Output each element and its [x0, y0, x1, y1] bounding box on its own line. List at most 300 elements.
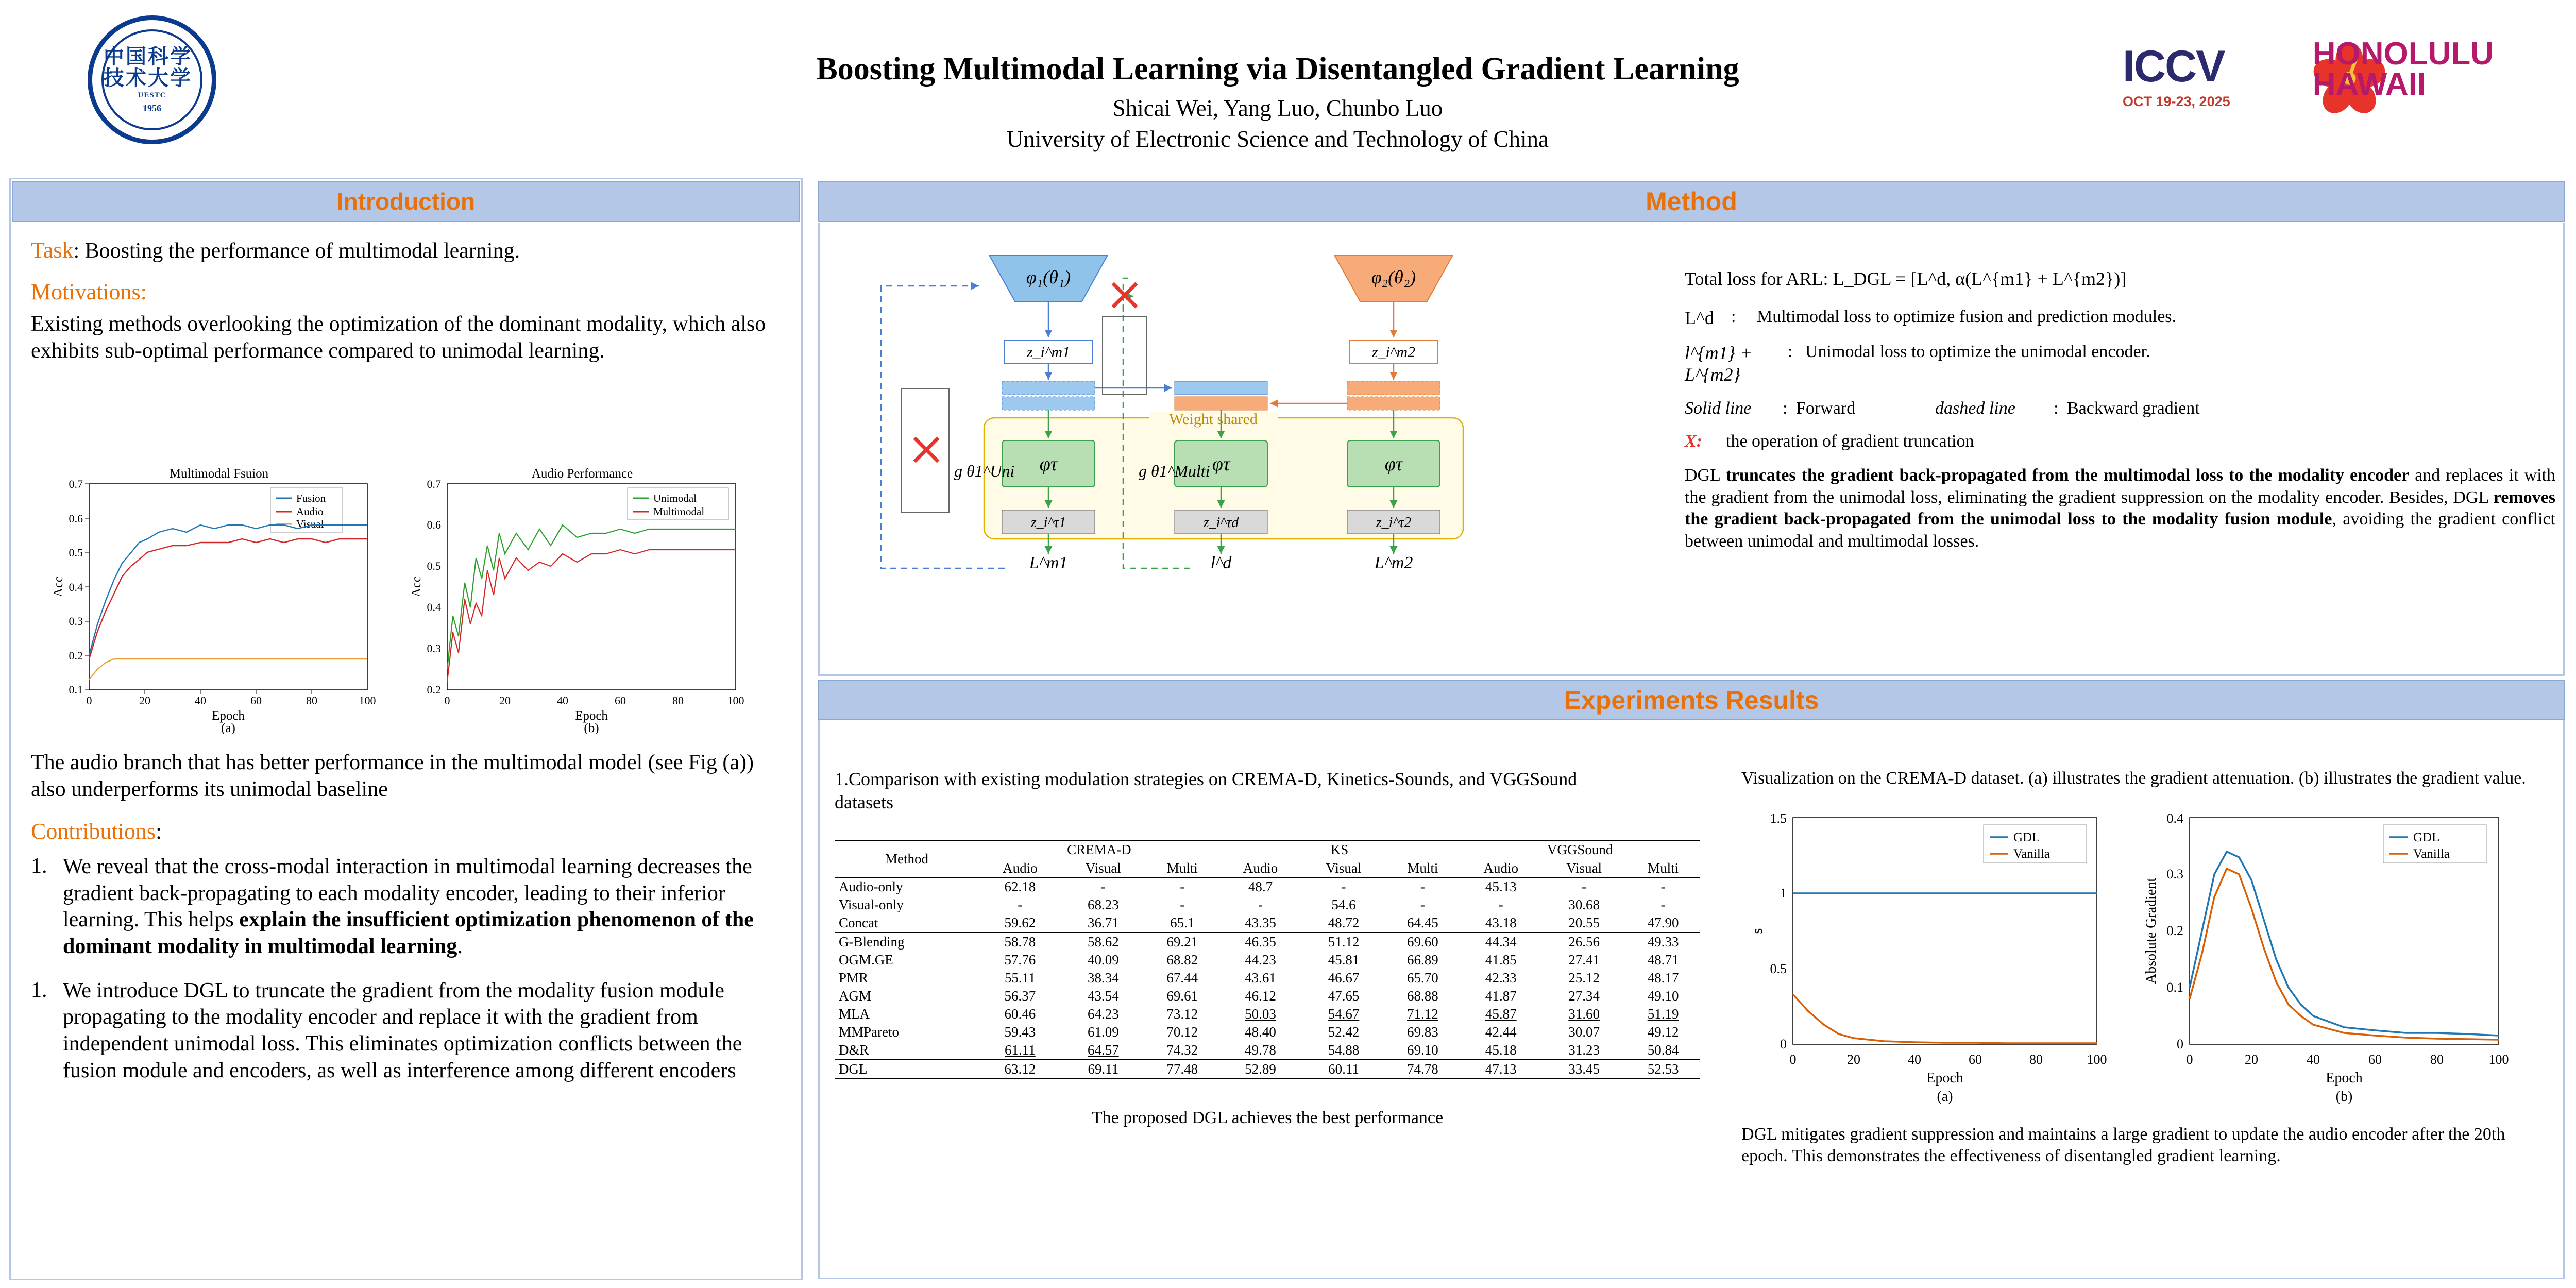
svg-text:80: 80: [672, 694, 684, 707]
table-row: [835, 969, 1700, 987]
cell-value: 52.89: [1219, 1060, 1302, 1079]
experiments-table-block: [835, 768, 1721, 1128]
svg-text:0.4: 0.4: [427, 601, 441, 614]
cross-icon-1: [1113, 283, 1137, 307]
svg-text:20: 20: [499, 694, 511, 707]
col-method: Method: [835, 840, 979, 878]
cell-value: 62.18: [1004, 879, 1036, 894]
svg-text:20: 20: [139, 694, 150, 707]
cell-value: 31.23: [1568, 1042, 1600, 1058]
svg-text:0.4: 0.4: [69, 581, 83, 594]
svg-text:0: 0: [2177, 1036, 2183, 1052]
contribution-1-bold: explain the insufficient optimization phenomenon of the dominant modality in multimodal learning: [63, 908, 754, 958]
svg-text:0.3: 0.3: [427, 642, 441, 655]
phi-tau-1: φτ: [1039, 453, 1058, 475]
cell-value: 50.03: [1245, 1006, 1276, 1022]
motivations-text: Existing methods overlooking the optimization of the dominant modality, which also exhibits sub-optimal performance compared to unimodal learning.: [31, 312, 766, 363]
section-header-experiments: [818, 680, 2565, 720]
cell-value: 49.12: [1647, 1024, 1679, 1040]
cell-value: 68.88: [1407, 988, 1438, 1004]
cell-value: 57.76: [1004, 952, 1036, 968]
cell-value: 44.34: [1460, 933, 1542, 951]
encoder2-label: φ₂(θ₂): [1371, 267, 1416, 287]
cell-value: 48.40: [1245, 1024, 1276, 1040]
contributions-heading: [31, 818, 793, 844]
method-par-p2: and replaces it with the gradient from the unimodal loss, eliminating the gradient suppression on the modality encoder. Besides, DGL: [1685, 466, 2555, 507]
cell-value: 40.09: [1087, 952, 1119, 968]
cell-value: 61.11: [1005, 1042, 1036, 1058]
ld-line: [1685, 307, 2555, 329]
lm-colon: :: [1788, 342, 1793, 361]
sub-visual-2: Visual: [1301, 859, 1385, 878]
svg-text:0.5: 0.5: [427, 560, 441, 572]
chart-b-xlabel: Epoch: [575, 709, 608, 723]
cell-value: 45.13: [1485, 879, 1517, 894]
section-title-introduction: Introduction: [336, 188, 476, 215]
out1-label: z_i^τ1: [1030, 515, 1066, 531]
cell-value: 50.84: [1647, 1042, 1679, 1058]
group-vggsound: VGGSound: [1460, 840, 1700, 859]
cell-value: 49.10: [1647, 988, 1679, 1004]
svg-text:GDL: GDL: [2013, 830, 2040, 844]
iccv-logo: [2123, 36, 2494, 134]
sub-visual-3: Visual: [1542, 859, 1626, 878]
method-par-p3: , avoiding the gradient conflict between unimodal and multimodal losses.: [1685, 510, 2555, 551]
vis-footer: DGL mitigates gradient suppression and maintains a large gradient to update the audio encoder after the 20th epoch. This demonstrates the effectiveness of disentangled gradient learning.: [1741, 1124, 2505, 1165]
cell-value: 43.35: [1245, 915, 1276, 930]
cell-value: 45.81: [1328, 952, 1360, 968]
svg-text:100: 100: [2488, 1052, 2509, 1067]
cell-value: 41.87: [1485, 988, 1517, 1004]
svg-text:100: 100: [2087, 1052, 2107, 1067]
cell-value: 73.12: [1166, 1006, 1198, 1022]
cell-value: 42.44: [1485, 1024, 1517, 1040]
cell-value: -: [1660, 879, 1666, 894]
svg-text:0: 0: [1780, 1036, 1787, 1052]
svg-text:20: 20: [1847, 1052, 1860, 1067]
task-text: : Boosting the performance of multimodal learning.: [73, 239, 520, 263]
cell-value: 74.78: [1386, 1060, 1460, 1079]
dashed-colon: :: [2054, 399, 2059, 418]
svg-text:1: 1: [1780, 885, 1787, 901]
cell-value: 49.78: [1245, 1042, 1276, 1058]
svg-text:Unimodal: Unimodal: [653, 492, 697, 504]
svg-text:80: 80: [2029, 1052, 2043, 1067]
table-row: [835, 896, 1700, 914]
cell-value: 64.23: [1087, 1006, 1119, 1022]
iccv-name: ICCV: [2123, 42, 2225, 91]
cell-value: 36.71: [1087, 915, 1119, 930]
vis-figures: [1741, 807, 2545, 1111]
svg-text:40: 40: [2307, 1052, 2320, 1067]
cell-value: 52.53: [1626, 1060, 1700, 1079]
svg-text:Vanilla: Vanilla: [2413, 846, 2450, 861]
phi-tau-2: φτ: [1212, 453, 1230, 475]
cell-value: 69.61: [1166, 988, 1198, 1004]
loss2-label: l^d: [1210, 553, 1232, 572]
table-footer: The proposed DGL achieves the best performance: [1091, 1108, 1444, 1127]
svg-text:GDL: GDL: [2413, 830, 2440, 844]
figure-gradient-attenuation: [1741, 807, 2123, 1106]
sub-audio-1: Audio: [979, 859, 1061, 878]
method-par-b1: truncates the gradient back-propagated from the multimodal loss to the modality encoder: [1725, 466, 2410, 485]
svg-text:0.4: 0.4: [2166, 810, 2183, 826]
cell-value: 47.90: [1647, 915, 1679, 930]
z1-label: z_i^m1: [1026, 344, 1071, 361]
cell-value: 55.11: [1005, 970, 1036, 986]
svg-text:0.7: 0.7: [69, 478, 83, 490]
svg-text:Audio: Audio: [296, 505, 324, 518]
svg-text:(a): (a): [1937, 1088, 1953, 1105]
section-title-experiments: Experiments Results: [1564, 686, 1819, 715]
iccv-city2: HAWAII: [2312, 66, 2427, 102]
ustc-logo-year: 1956: [143, 103, 161, 113]
cell-method: OGM.GE: [839, 952, 893, 968]
table-row: [835, 1023, 1700, 1041]
cell-value: 56.37: [1004, 988, 1036, 1004]
table-row: [835, 1005, 1700, 1023]
iccv-city: [2312, 36, 2494, 102]
svg-text:Absolute Gradient: Absolute Gradient: [2143, 877, 2159, 984]
table-row: [835, 987, 1700, 1005]
iccv-dates: OCT 19-23, 2025: [2123, 94, 2230, 109]
method-par-p1: DGL: [1685, 466, 1726, 485]
svg-text:100: 100: [727, 694, 744, 707]
svg-text:20: 20: [2245, 1052, 2258, 1067]
svg-text:0.7: 0.7: [427, 478, 441, 490]
cell-value: 33.45: [1542, 1060, 1626, 1079]
table-row: [835, 914, 1700, 933]
cell-value: 59.43: [1004, 1024, 1036, 1040]
solid-colon: :: [1783, 399, 1788, 418]
cell-value: 27.34: [1568, 988, 1600, 1004]
grad-uni-label: g θ1^Uni: [954, 462, 1015, 480]
line-style-legend: [1685, 399, 2555, 418]
svg-text:Visual: Visual: [296, 518, 324, 530]
cell-value: 66.89: [1407, 952, 1438, 968]
dashed-line-label: dashed line: [1935, 399, 2015, 418]
cell-method: AGM: [839, 988, 872, 1004]
svg-text:100: 100: [359, 694, 376, 707]
cell-value: 26.56: [1542, 933, 1626, 951]
contribution-1-post: .: [457, 934, 463, 958]
cell-value: 27.41: [1568, 952, 1600, 968]
svg-text:0: 0: [2186, 1052, 2193, 1067]
svg-text:Multimodal: Multimodal: [653, 505, 705, 518]
grad-multi-label: g θ1^Multi: [1139, 462, 1210, 480]
cell-value: -: [1660, 897, 1666, 912]
cell-value: 69.83: [1407, 1024, 1438, 1040]
cell-value: 70.12: [1166, 1024, 1198, 1040]
svg-text:80: 80: [2430, 1052, 2444, 1067]
cell-method: MLA: [839, 1006, 870, 1022]
table-row: [835, 1060, 1700, 1079]
svg-text:0.6: 0.6: [69, 512, 83, 525]
cell-value: 52.42: [1328, 1024, 1360, 1040]
cell-value: 43.61: [1245, 970, 1276, 986]
out2-label: z_i^τd: [1203, 515, 1239, 531]
results-table-body: [835, 878, 1700, 1079]
svg-text:(b): (b): [2335, 1088, 2353, 1105]
task-label: Task: [31, 238, 74, 263]
cell-method: PMR: [839, 970, 869, 986]
cell-value: 64.45: [1407, 915, 1438, 930]
cell-value: 20.55: [1568, 915, 1600, 930]
chart-a-sublabel: (a): [221, 721, 235, 734]
cell-value: 59.62: [1004, 915, 1036, 930]
out3-label: z_i^τ2: [1376, 515, 1412, 531]
cell-method: Concat: [839, 915, 878, 930]
cell-value: 48.72: [1328, 915, 1360, 930]
cell-value: 41.85: [1485, 952, 1517, 968]
z2-label: z_i^m2: [1371, 344, 1416, 361]
title-block: [505, 52, 2050, 152]
svg-text:0.5: 0.5: [69, 546, 83, 559]
results-table: [835, 840, 1700, 1079]
ustc-logo-cn: 中国科学技术大学: [104, 45, 192, 90]
table-row: [835, 878, 1700, 896]
lm-text: Unimodal loss to optimize the unimodal encoder.: [1805, 342, 2150, 361]
cell-value: 45.18: [1485, 1042, 1517, 1058]
svg-text:Fusion: Fusion: [296, 492, 326, 504]
cell-value: 31.60: [1568, 1006, 1600, 1022]
cell-value: 54.88: [1328, 1042, 1360, 1058]
contribution-1-text: [63, 854, 793, 960]
cell-value: 30.68: [1568, 897, 1600, 912]
svg-text:40: 40: [1908, 1052, 1921, 1067]
svg-text:0: 0: [444, 694, 450, 707]
cell-value: 51.12: [1301, 933, 1385, 951]
svg-text:60: 60: [615, 694, 626, 707]
iccv-city1: HONOLULU: [2312, 36, 2494, 72]
svg-text:0.2: 0.2: [2166, 923, 2183, 938]
group-cremad: CREMA-D: [979, 840, 1219, 859]
cell-value: -: [1420, 897, 1425, 912]
sub-multi-3: Multi: [1626, 859, 1700, 878]
cell-value: 65.70: [1407, 970, 1438, 986]
cell-value: 65.1: [1170, 915, 1195, 930]
svg-text:0.1: 0.1: [69, 683, 83, 696]
svg-text:0.6: 0.6: [427, 518, 441, 531]
experiments-visualization-block: [1741, 768, 2555, 1167]
table-caption: 1.Comparison with existing modulation strategies on CREMA-D, Kinetics-Sounds, and VGGSound datasets: [835, 769, 1578, 812]
lm-line: [1685, 342, 2555, 385]
cell-value: 71.12: [1407, 1006, 1438, 1022]
cell-value: 58.78: [979, 933, 1061, 951]
table-row: [835, 1041, 1700, 1060]
sub-visual-1: Visual: [1061, 859, 1145, 878]
section-header-method: [818, 181, 2565, 222]
solid-text: Forward: [1796, 399, 1856, 418]
cell-value: 58.62: [1061, 933, 1145, 951]
section-header-introduction: [12, 181, 800, 222]
contribution-2-number: 1.: [31, 978, 47, 1002]
ld-colon: :: [1731, 307, 1736, 326]
contribution-item-2: [31, 978, 793, 1084]
svg-text:0.3: 0.3: [69, 615, 83, 628]
cell-value: 48.7: [1248, 879, 1273, 894]
contribution-2-text: We introduce DGL to truncate the gradient from the modality fusion module propagating to the modality encoder and replace it with the gradient from independent unimodal loss. This eliminates optimization conflicts between the fusion module and encoders, as well as interference among different encoders: [63, 978, 742, 1082]
introduction-content: [31, 237, 793, 364]
cell-value: 44.23: [1245, 952, 1276, 968]
cell-value: 46.12: [1245, 988, 1276, 1004]
svg-text:60: 60: [250, 694, 262, 707]
cell-method: Visual-only: [839, 897, 904, 912]
table-row: [835, 951, 1700, 969]
svg-text:Epoch: Epoch: [1926, 1070, 1963, 1086]
cell-value: 47.65: [1328, 988, 1360, 1004]
vis-caption: Visualization on the CREMA-D dataset. (a) illustrates the gradient attenuation. (b) illustrates the gradient value.: [1741, 769, 2526, 788]
figure-multimodal-fusion: [49, 466, 389, 734]
sub-audio-2: Audio: [1219, 859, 1302, 878]
results-table-wrap: [835, 840, 1700, 1079]
svg-text:1.5: 1.5: [1770, 810, 1787, 826]
cross-text: the operation of gradient truncation: [1726, 432, 1974, 451]
cell-method: D&R: [839, 1042, 869, 1058]
method-diagram: [835, 234, 1680, 677]
affiliation: University of Electronic Science and Technology of China: [1007, 126, 1549, 152]
cell-value: 69.10: [1407, 1042, 1438, 1058]
svg-text:0.3: 0.3: [2166, 866, 2183, 882]
chart-b-ylabel: Acc: [410, 576, 423, 598]
svg-text:80: 80: [306, 694, 317, 707]
cross-icon-2: [914, 438, 938, 462]
cell-value: 68.82: [1166, 952, 1198, 968]
table-header-groups: [835, 840, 1700, 859]
svg-text:0.2: 0.2: [69, 649, 83, 662]
author-list: Shicai Wei, Yang Luo, Chunbo Luo: [1112, 95, 1443, 122]
cell-value: -: [1420, 879, 1425, 894]
cell-value: 46.67: [1328, 970, 1360, 986]
cell-value: 51.19: [1647, 1006, 1679, 1022]
svg-text:0.1: 0.1: [2166, 979, 2183, 995]
contributions-block: [31, 818, 793, 1084]
dashed-text: Backward gradient: [2067, 399, 2200, 418]
cell-value: 60.46: [1004, 1006, 1036, 1022]
svg-text:60: 60: [2368, 1052, 2382, 1067]
cell-value: 69.60: [1386, 933, 1460, 951]
cell-value: 46.35: [1219, 933, 1302, 951]
cell-value: 48.71: [1647, 952, 1679, 968]
ustc-logo-en: UESTC: [138, 91, 166, 99]
cell-value: 38.34: [1087, 970, 1119, 986]
svg-text:Epoch: Epoch: [2326, 1070, 2363, 1086]
group-ks: KS: [1219, 840, 1460, 859]
cell-value: 25.12: [1568, 970, 1600, 986]
truncation-legend: [1685, 432, 2555, 451]
lm-label: l^{m1} + L^{m2}: [1685, 343, 1753, 385]
svg-text:0.2: 0.2: [427, 683, 441, 696]
svg-text:Vanilla: Vanilla: [2013, 846, 2050, 861]
svg-text:60: 60: [1969, 1052, 1982, 1067]
svg-text:0.5: 0.5: [1770, 961, 1787, 976]
cell-value: 45.87: [1485, 1006, 1517, 1022]
svg-text:0: 0: [1789, 1052, 1797, 1067]
chart-b-sublabel: (b): [584, 721, 599, 734]
results-table-head: [835, 840, 1700, 878]
cell-value: 48.17: [1647, 970, 1679, 986]
contributions-label: Contributions: [31, 819, 156, 844]
cell-method: MMPareto: [839, 1024, 899, 1040]
cross-symbol: X:: [1685, 432, 1702, 451]
svg-text:s: s: [1750, 928, 1766, 934]
cell-value: 69.11: [1061, 1060, 1145, 1079]
ustc-logo: [88, 15, 216, 144]
svg-text:40: 40: [195, 694, 206, 707]
cell-value: -: [1180, 879, 1185, 894]
cell-value: -: [1100, 879, 1106, 894]
sub-audio-3: Audio: [1460, 859, 1542, 878]
cell-value: 63.12: [979, 1060, 1061, 1079]
cell-value: 68.23: [1087, 897, 1119, 912]
cell-value: 54.6: [1331, 897, 1356, 912]
cell-value: -: [1018, 897, 1023, 912]
method-text-block: [1685, 268, 2555, 552]
sub-multi-1: Multi: [1145, 859, 1219, 878]
section-title-method: Method: [1646, 187, 1737, 216]
cell-value: 43.54: [1087, 988, 1119, 1004]
cell-value: -: [1341, 879, 1346, 894]
contributions-colon: :: [156, 819, 162, 844]
cell-value: 77.48: [1145, 1060, 1219, 1079]
cell-value: -: [1258, 897, 1263, 912]
cell-value: 64.57: [1087, 1042, 1119, 1058]
cell-value: 69.21: [1145, 933, 1219, 951]
cell-value: 74.32: [1166, 1042, 1198, 1058]
left-figure-caption: The audio branch that has better performance in the multimodal model (see Fig (a)) also underperforms its unimodal baseline: [31, 751, 754, 801]
total-loss-line: Total loss for ARL: L_DGL = [L^d, α(L^{m1} + L^{m2})]: [1685, 268, 2127, 289]
cell-value: 61.09: [1087, 1024, 1119, 1040]
ld-label: L^d: [1685, 308, 1714, 328]
chart-a-title: Multimodal Fsuion: [169, 467, 269, 481]
loss1-label: L^m1: [1029, 553, 1068, 572]
cell-method: G-Blending: [835, 933, 979, 951]
svg-text:0: 0: [86, 694, 92, 707]
figure-audio-performance: [407, 466, 757, 734]
svg-text:40: 40: [557, 694, 568, 707]
phi-tau-3: φτ: [1384, 453, 1403, 475]
cell-method: DGL: [835, 1060, 979, 1079]
cell-value: -: [1498, 897, 1503, 912]
contribution-item-1: [31, 854, 793, 960]
figure-absolute-gradient: [2133, 807, 2524, 1106]
contribution-1-pre: We reveal that the cross-modal interaction in multimodal learning decreases the gradient back-propagating to each modality encoder, leading to their inferior learning. This helps: [63, 855, 752, 932]
loss3-label: L^m2: [1374, 553, 1413, 572]
cell-value: -: [1582, 879, 1587, 894]
sub-multi-2: Multi: [1386, 859, 1460, 878]
method-par-b2: removes the gradient back-propagated from the unimodal loss to the modality fusion module: [1685, 487, 2555, 529]
ld-text: Multimodal loss to optimize fusion and prediction modules.: [1757, 307, 2177, 326]
cell-value: 30.07: [1568, 1024, 1600, 1040]
page-title: Boosting Multimodal Learning via Disentangled Gradient Learning: [816, 52, 1739, 87]
cell-value: 60.11: [1301, 1060, 1385, 1079]
cell-value: 43.18: [1485, 915, 1517, 930]
cell-value: 47.13: [1460, 1060, 1542, 1079]
encoder1-label: φ₁(θ₁): [1026, 267, 1071, 287]
motivations-label: Motivations:: [31, 279, 147, 304]
cell-value: 54.67: [1328, 1006, 1360, 1022]
table-row: [835, 933, 1700, 951]
poster-header: [0, 0, 2576, 175]
solid-line-label: Solid line: [1685, 399, 1752, 418]
chart-b-title: Audio Performance: [531, 467, 633, 481]
weight-shared-label: Weight shared: [1169, 411, 1258, 428]
method-paragraph: [1685, 465, 2555, 552]
cell-method: Audio-only: [839, 879, 903, 894]
chart-a-xlabel: Epoch: [212, 709, 245, 723]
task-line: [31, 237, 793, 263]
cell-value: 42.33: [1485, 970, 1517, 986]
